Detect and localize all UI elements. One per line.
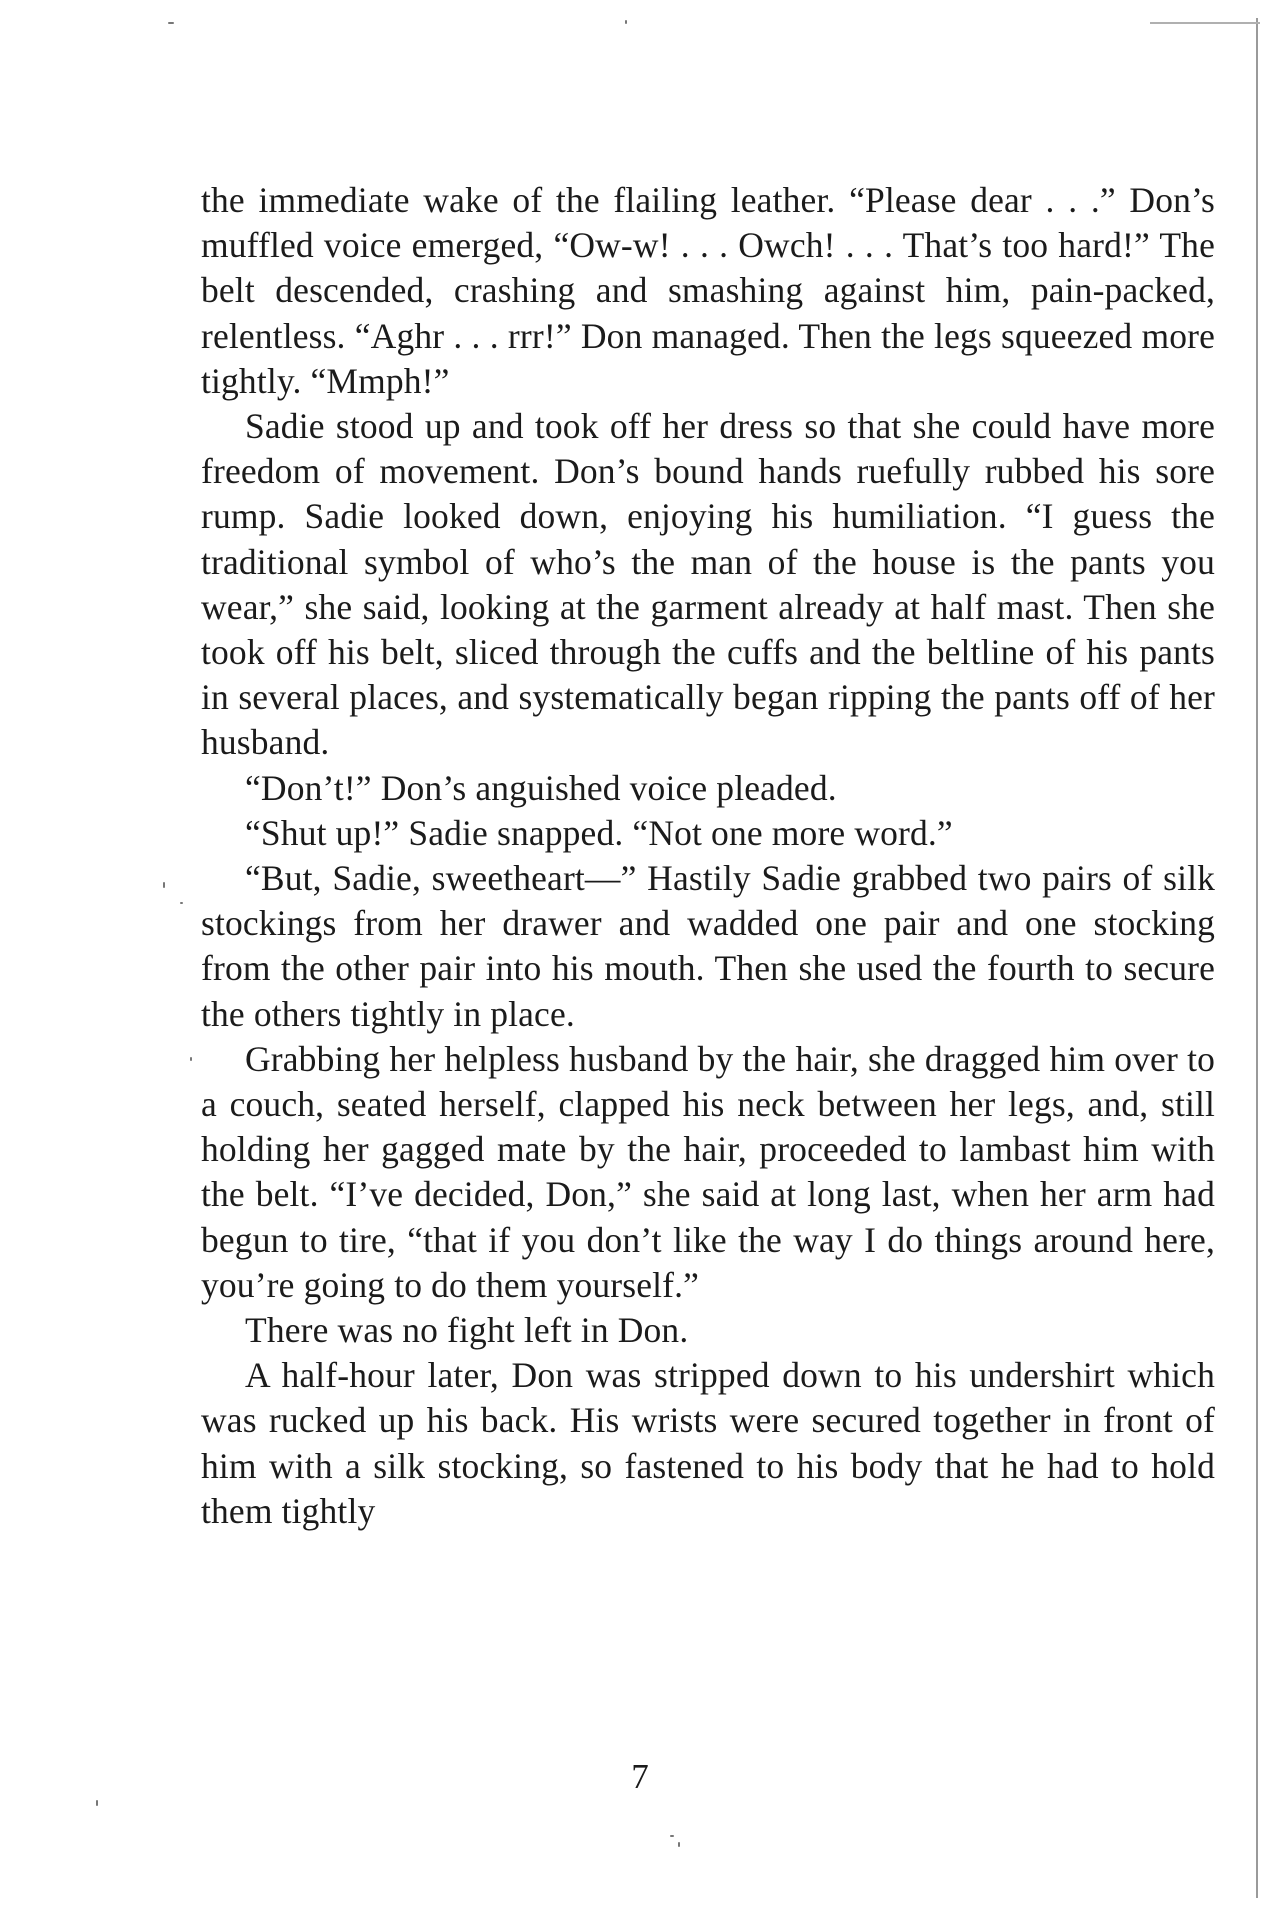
page-edge-mark: [1150, 22, 1260, 24]
page-number: 7: [631, 1757, 649, 1796]
scan-speck: [180, 902, 183, 904]
body-text: [201, 178, 1215, 1534]
paragraph: “But, Sadie, sweetheart—” Hastily Sadie grabbed two pairs of silk stockings from her drawer and wadded one pair and one stocking from the other pair into his mouth. Then she used the fourth to secure the others tightly in place.: [201, 858, 1215, 1034]
paragraph: the immediate wake of the flailing leather. “Please dear . . .” Don’s muffled voice emerged, “Ow-w! . . . Owch! . . . That’s too hard!” The belt descended, crashing and smashing against him, pain-packed, relentless. “Aghr . . . rrr!” Don managed. Then the legs squeezed more tightly. “Mmph!”: [201, 180, 1215, 401]
paragraph: “Don’t!” Don’s anguished voice pleaded.: [245, 767, 837, 808]
paragraph: Sadie stood up and took off her dress so that she could have more freedom of movement. Don’s bound hands ruefully rubbed his sore rump. Sadie looked down, enjoying his humiliation. “I guess the traditional symbol of who’s the man of the house is the pants you wear,” she said, looking at the garment already at half mast. Then she took off his belt, sliced through the cuffs and the beltline of his pants in several places, and systematically began ripping the pants off of her husband.: [201, 406, 1215, 763]
scan-speck: [670, 1835, 674, 1837]
scan-speck: [625, 20, 627, 24]
page-edge-shadow: [1256, 18, 1258, 1898]
paragraph: “Shut up!” Sadie snapped. “Not one more word.”: [245, 812, 953, 853]
scan-speck: [163, 882, 165, 888]
scan-speck: [190, 1057, 192, 1061]
paragraph: Grabbing her helpless husband by the hair, she dragged him over to a couch, seated herself, clapped his neck between her legs, and, still holding her gagged mate by the hair, proceeded to lambast him with the belt. “I’ve decided, Don,” she said at long last, when her arm had begun to tire, “that if you don’t like the way I do things around here, you’re going to do them yourself.”: [201, 1038, 1215, 1305]
paragraph: There was no fight left in Don.: [245, 1310, 689, 1351]
scan-speck: [96, 1800, 98, 1806]
paragraph: A half-hour later, Don was stripped down to his undershirt which was rucked up his back. His wrists were secured together in front of him with a silk stocking, so fastened to his body that he had to hold them tightly: [201, 1355, 1215, 1531]
scan-speck: [168, 22, 174, 24]
scan-speck: [678, 1842, 680, 1847]
